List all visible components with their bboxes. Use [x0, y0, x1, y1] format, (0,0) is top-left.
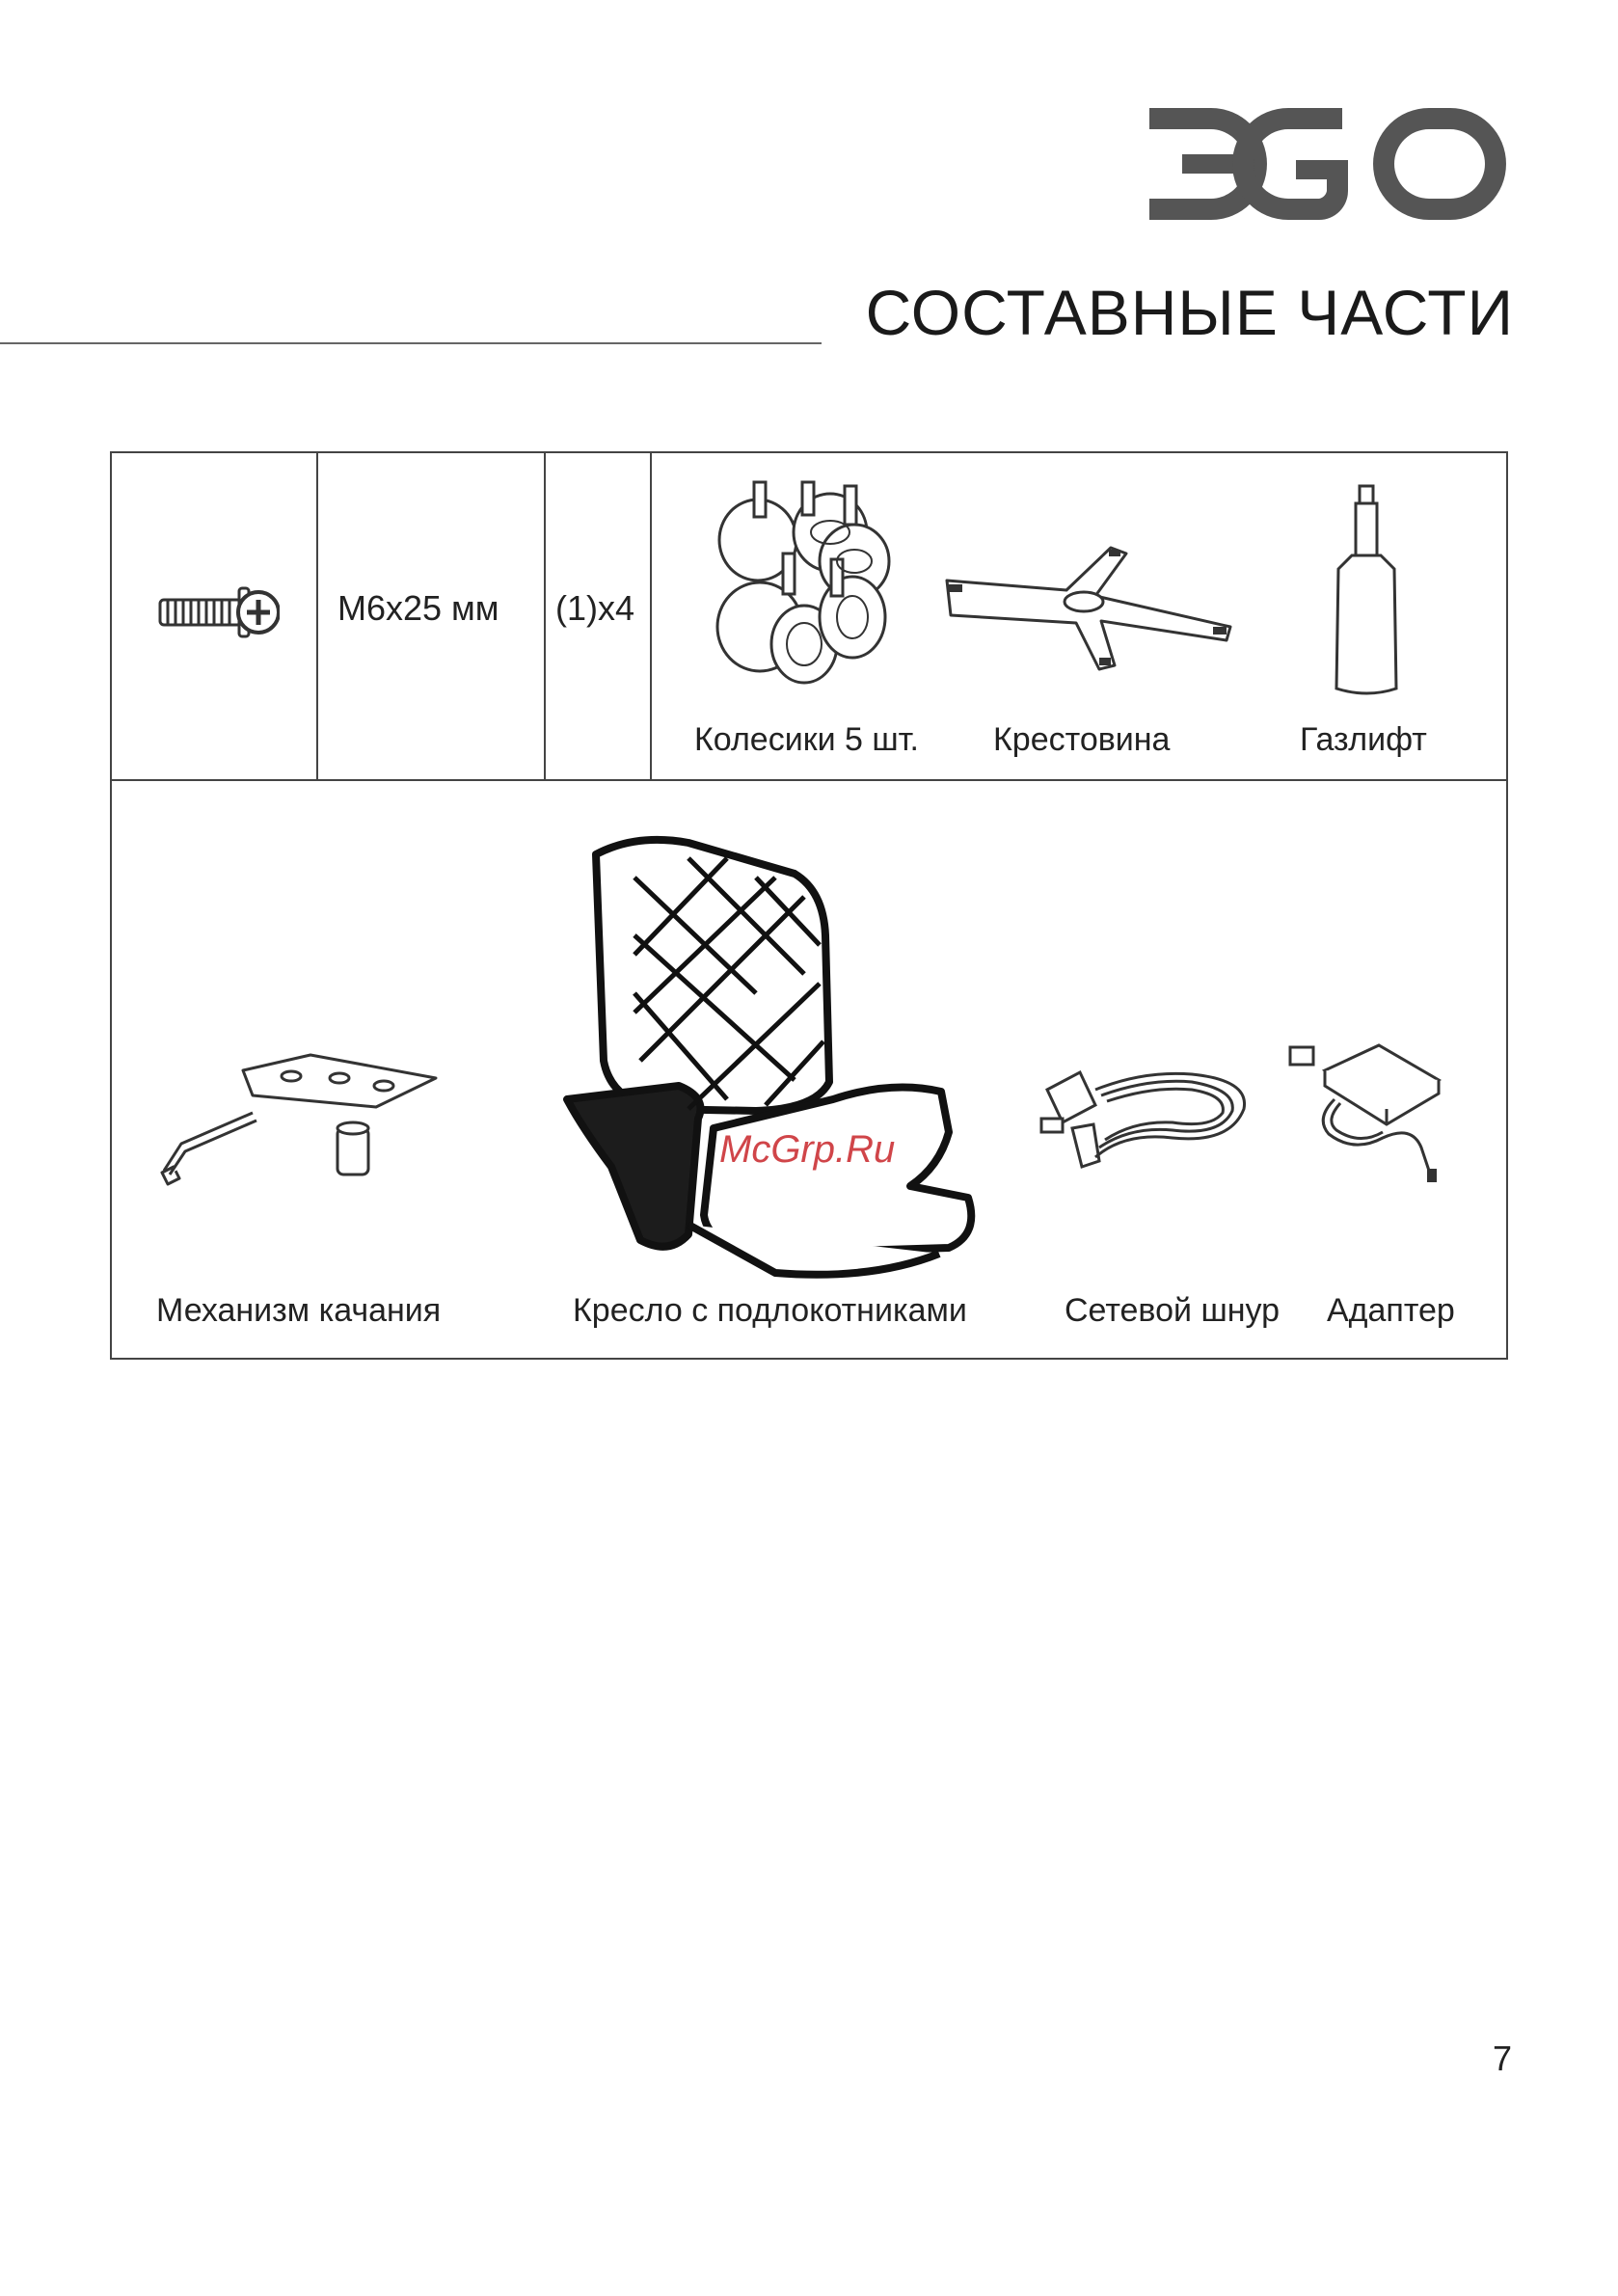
parts-table [110, 451, 1508, 1360]
brand-logo [1144, 102, 1510, 226]
armchair-icon [544, 820, 1026, 1283]
caption-star-base: Крестовина [993, 721, 1171, 758]
star-base-icon [941, 540, 1240, 675]
tilt-mechanism-icon [156, 1051, 455, 1196]
caption-casters: Колесики 5 шт. [694, 721, 919, 758]
caption-gas-lift: Газлифт [1300, 721, 1427, 758]
caption-armchair: Кресло с подлокотниками [573, 1292, 967, 1329]
screw-quantity: (1)x4 [555, 588, 635, 628]
screw-icon [154, 579, 280, 646]
caption-power-cord: Сетевой шнур [1065, 1292, 1281, 1329]
title-rule [0, 342, 822, 344]
table-divider [316, 453, 318, 781]
adapter-icon [1286, 1041, 1446, 1186]
power-cord-icon [1038, 1051, 1259, 1176]
table-divider [650, 453, 652, 781]
watermark: McGrp.Ru [719, 1128, 896, 1171]
caption-tilt-mechanism: Механизм качания [156, 1292, 442, 1329]
page-title: СОСТАВНЫЕ ЧАСТИ [865, 277, 1514, 348]
page-number: 7 [1492, 2039, 1512, 2078]
casters-icon [690, 473, 903, 694]
caption-adapter: Адаптер [1327, 1292, 1455, 1329]
table-divider [544, 453, 546, 781]
gas-lift-icon [1329, 482, 1406, 704]
screw-size: M6x25 мм [337, 588, 499, 628]
